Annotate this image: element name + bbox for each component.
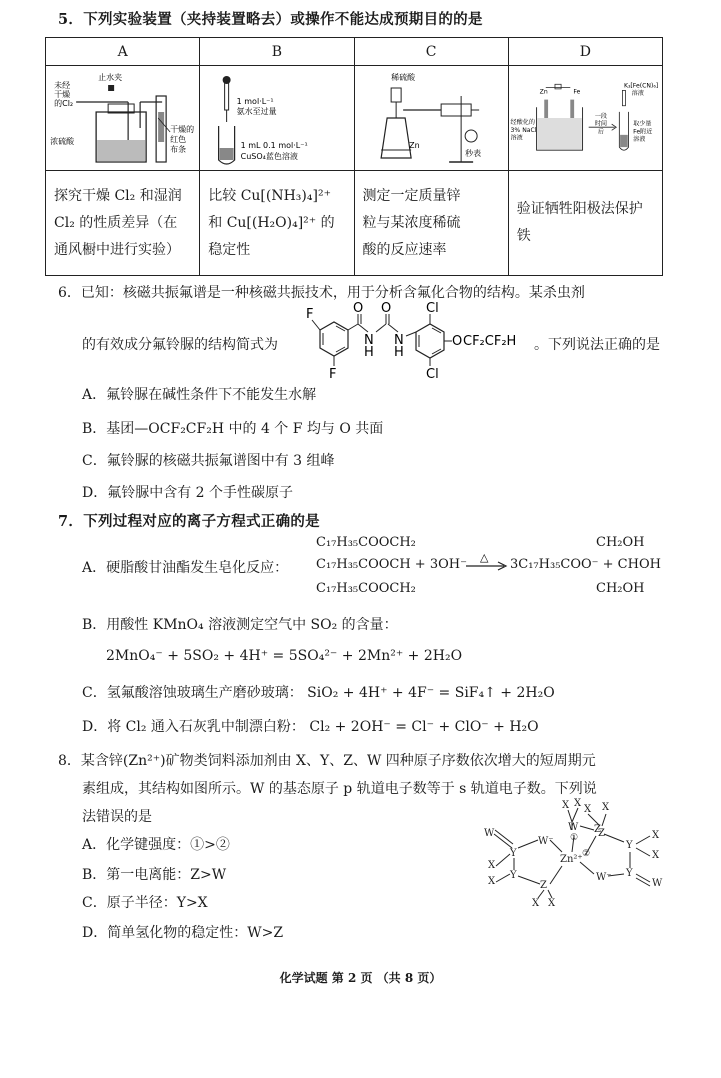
- figure-a: [46, 66, 200, 171]
- svg-text:干燥的: 干燥的: [170, 125, 195, 134]
- apparatus-d-diagram: [509, 66, 662, 170]
- q7-product-line2: 3C₁₇H₃₅COO⁻ + CHOH: [510, 557, 661, 572]
- svg-text:Cl: Cl: [426, 301, 439, 316]
- svg-text:浓硫酸: 浓硫酸: [50, 137, 75, 146]
- svg-text:X: X: [652, 850, 660, 861]
- q7-title: 7．下列过程对应的离子方程式正确的是: [58, 513, 320, 530]
- q8-line2: 素组成，其结构如图所示。W 的基态原子 p 轨道电子数等于 s 轨道电子数。下列说: [82, 781, 597, 797]
- q6-line2-pre: 的有效成分氟铃脲的结构简式为: [82, 337, 278, 353]
- svg-text:②: ②: [582, 849, 591, 859]
- svg-text:W⁻: W⁻: [538, 836, 554, 847]
- q7-option-a-label: A．硬脂酸甘油酯发生皂化反应：: [82, 560, 289, 576]
- svg-text:时间: 时间: [594, 120, 607, 128]
- svg-text:Z: Z: [540, 880, 547, 891]
- q7-product-line1: CH₂OH: [596, 535, 645, 550]
- q7-ester-line3: C₁₇H₃₅COOCH₂: [316, 581, 416, 596]
- svg-text:3% NaCl: 3% NaCl: [510, 126, 537, 134]
- svg-text:O: O: [381, 301, 392, 316]
- svg-text:Y: Y: [510, 848, 517, 859]
- svg-text:溶液: 溶液: [510, 134, 523, 142]
- svg-text:布条: 布条: [170, 145, 187, 154]
- zinc-complex-structure: [476, 796, 676, 914]
- header-d: D: [508, 38, 662, 66]
- svg-text:N: N: [364, 333, 374, 348]
- svg-text:F: F: [329, 367, 337, 382]
- desc-b: 比较 Cu[(NH₃)₄]²⁺ 和 Cu[(H₂O)₄]²⁺ 的 稳定性: [200, 171, 354, 276]
- svg-text:后: 后: [597, 128, 604, 136]
- q8-option-d: D．简单氢化物的稳定性：W>Z: [82, 925, 284, 941]
- svg-text:Z: Z: [594, 824, 601, 835]
- svg-text:取少量: 取少量: [632, 120, 652, 128]
- svg-text:H: H: [364, 345, 374, 360]
- apparatus-c-diagram: [355, 66, 508, 170]
- svg-text:Cl: Cl: [426, 367, 439, 382]
- apparatus-b-diagram: [200, 66, 353, 170]
- figure-c: [354, 66, 508, 171]
- q6-line2-post: 。下列说法正确的是: [534, 337, 660, 353]
- svg-text:X: X: [488, 860, 496, 871]
- desc-c: 测定一定质量锌 粒与某浓度稀硫 酸的反应速率: [354, 171, 508, 276]
- svg-text:氨水至过量: 氨水至过量: [236, 107, 277, 116]
- desc-d: 验证牺牲阳极法保护铁: [508, 171, 662, 276]
- q6-line1: 6．已知：核磁共振氟谱是一种核磁共振技术，用于分析含氟化合物的结构。某杀虫剂: [58, 285, 585, 301]
- svg-text:X: X: [584, 804, 592, 815]
- svg-text:①: ①: [570, 833, 579, 843]
- q7-ester-line1: C₁₇H₃₅COOCH₂: [316, 535, 416, 550]
- q8-line3: 法错误的是: [82, 809, 152, 825]
- svg-text:止水夹: 止水夹: [98, 73, 123, 82]
- svg-text:Z: Z: [598, 828, 605, 839]
- q8-option-c: C．原子半径：Y>X: [82, 895, 208, 911]
- q8-line1: 8．某含锌(Zn²⁺)矿物类饲料添加剂由 X、Y、Z、W 四种原子序数依次增大的短周期元: [58, 753, 596, 769]
- heating-arrow: [464, 550, 508, 572]
- q7-option-b-equation: 2MnO₄⁻ + 5SO₂ + 4H⁺ = 5SO₄²⁻ + 2Mn²⁺ + 2H₂O: [106, 648, 463, 664]
- svg-text:1 mol·L⁻¹: 1 mol·L⁻¹: [236, 97, 274, 106]
- svg-text:Fe附近: Fe附近: [632, 128, 653, 136]
- q7-ester-line2: C₁₇H₃₅COOCH + 3OH⁻: [316, 557, 467, 572]
- figure-b: [200, 66, 354, 171]
- svg-text:Zn²⁺: Zn²⁺: [560, 854, 583, 865]
- svg-text:Zn: Zn: [408, 141, 420, 150]
- svg-text:X: X: [652, 830, 660, 841]
- figure-d: [508, 66, 662, 171]
- svg-text:△: △: [480, 551, 489, 564]
- svg-text:X: X: [602, 802, 610, 813]
- svg-text:稀硫酸: 稀硫酸: [390, 73, 415, 82]
- header-c: C: [354, 38, 508, 66]
- svg-text:溶液: 溶液: [631, 90, 644, 98]
- svg-text:N: N: [394, 333, 404, 348]
- q8-option-b: B．第一电离能：Z>W: [82, 867, 227, 883]
- q8-option-a: A．化学键强度：①>②: [82, 837, 230, 853]
- svg-text:CuSO₄蓝色溶液: CuSO₄蓝色溶液: [240, 152, 299, 161]
- svg-text:X: X: [548, 898, 556, 909]
- svg-text:W: W: [652, 878, 663, 889]
- svg-text:Fe: Fe: [573, 88, 581, 96]
- svg-text:X: X: [574, 798, 582, 809]
- q7-option-c: C．氢氟酸溶蚀玻璃生产磨砂玻璃： SiO₂ + 4H⁺ + 4F⁻ = SiF₄↑ + 2H₂O: [82, 685, 555, 701]
- svg-text:未经: 未经: [54, 81, 71, 90]
- q6-option-b: B．基团—OCF₂CF₂H 中的 4 个 F 均与 O 共面: [82, 421, 384, 437]
- svg-text:W: W: [484, 828, 495, 839]
- q6-option-a: A．氟铃脲在碱性条件下不能发生水解: [82, 387, 317, 403]
- svg-text:X: X: [562, 800, 570, 811]
- svg-text:溶液: 溶液: [632, 135, 646, 143]
- q7-product-line3: CH₂OH: [596, 581, 645, 596]
- page-footer: 化学试题 第 2 页 （共 8 页）: [279, 971, 442, 985]
- svg-text:一段: 一段: [594, 113, 607, 120]
- svg-text:K₃[Fe(CN)₆]: K₃[Fe(CN)₆]: [623, 82, 658, 90]
- svg-text:W⁻: W⁻: [596, 872, 612, 883]
- svg-text:Y: Y: [510, 870, 517, 881]
- svg-text:H: H: [394, 345, 404, 360]
- experiment-table: [45, 37, 663, 276]
- svg-text:W: W: [568, 822, 579, 833]
- svg-text:CF₂CF₂H: CF₂CF₂H: [463, 334, 517, 349]
- svg-text:Zn: Zn: [539, 88, 548, 96]
- desc-a: 探究干燥 Cl₂ 和湿润 Cl₂ 的性质差异（在 通风橱中进行实验）: [46, 171, 200, 276]
- q6-option-d: D．氟铃脲中含有 2 个手性碳原子: [82, 485, 294, 501]
- svg-text:O: O: [452, 334, 463, 349]
- svg-text:X: X: [532, 898, 540, 909]
- q7-option-b: B．用酸性 KMnO₄ 溶液测定空气中 SO₂ 的含量：: [82, 617, 398, 633]
- svg-text:Y: Y: [626, 868, 633, 879]
- q6-option-c: C．氟铃脲的核磁共振氟谱图中有 3 组峰: [82, 453, 335, 469]
- hexaflumuron-structure: [292, 300, 534, 382]
- q7-option-d: D．将 Cl₂ 通入石灰乳中制漂白粉： Cl₂ + 2OH⁻ = Cl⁻ + ClO⁻ + H₂O: [82, 719, 539, 735]
- apparatus-a-diagram: [46, 66, 199, 170]
- svg-text:红色: 红色: [170, 135, 187, 144]
- header-b: B: [200, 38, 354, 66]
- svg-text:干燥: 干燥: [54, 90, 71, 99]
- svg-text:Y: Y: [626, 840, 633, 851]
- svg-text:F: F: [306, 307, 314, 322]
- svg-text:X: X: [488, 876, 496, 887]
- header-a: A: [46, 38, 200, 66]
- q5-title: 5．下列实验装置（夹持装置略去）或操作不能达成预期目的的是: [58, 11, 483, 28]
- svg-text:1 mL 0.1 mol·L⁻¹: 1 mL 0.1 mol·L⁻¹: [240, 141, 308, 150]
- svg-text:经酸化的: 经酸化的: [510, 119, 535, 127]
- svg-text:秒表: 秒表: [464, 149, 481, 158]
- svg-text:的Cl₂: 的Cl₂: [54, 99, 74, 108]
- svg-text:O: O: [353, 301, 364, 316]
